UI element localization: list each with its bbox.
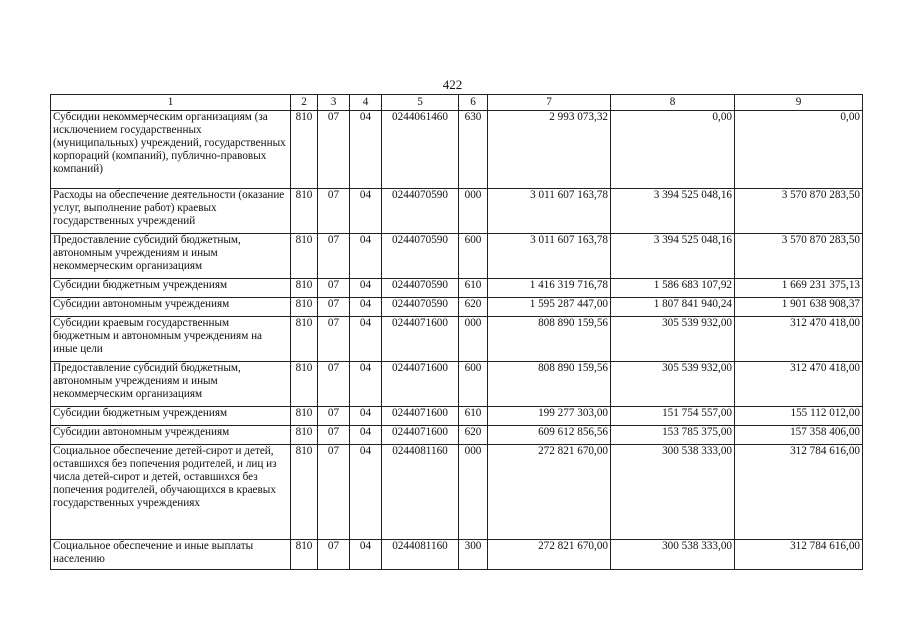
item-name: Социальное обеспечение детей-сирот и детей, оставшихся без попечения родителей, и лиц из числа детей-сирот и детей, оставшихся без попечения родителей, обучающихся в краевых государственных учреждениях: [51, 445, 291, 540]
amount-col-8: 300 538 333,00: [611, 445, 735, 540]
amount-col-8: 1 807 841 940,24: [611, 298, 735, 317]
ministry-code: 810: [291, 111, 318, 189]
amount-col-7: 3 011 607 163,78: [488, 189, 611, 234]
ministry-code: 810: [291, 445, 318, 540]
table-row: [51, 234, 863, 279]
column-header: 6: [459, 95, 488, 111]
expense-type-code: 620: [459, 298, 488, 317]
amount-col-7: 1 595 287 447,00: [488, 298, 611, 317]
column-header: 2: [291, 95, 318, 111]
column-header: 7: [488, 95, 611, 111]
item-name: Социальное обеспечение и иные выплаты населению: [51, 540, 291, 570]
amount-col-9: 312 784 616,00: [735, 540, 863, 570]
column-header: 4: [350, 95, 382, 111]
amount-col-8: 305 539 932,00: [611, 362, 735, 407]
subsection-code: 04: [350, 540, 382, 570]
expense-type-code: 000: [459, 317, 488, 362]
item-name: Субсидии бюджетным учреждениям: [51, 407, 291, 426]
target-article-code: 0244070590: [382, 189, 459, 234]
table-row: [51, 407, 863, 426]
section-code: 07: [318, 234, 350, 279]
column-header: 8: [611, 95, 735, 111]
item-name: Субсидии некоммерческим организациям (за исключением государственных (муниципальных) учреждений, государственных корпораций (компаний), публично-правовых компаний): [51, 111, 291, 189]
amount-col-9: 0,00: [735, 111, 863, 189]
amount-col-7: 2 993 073,32: [488, 111, 611, 189]
section-code: 07: [318, 298, 350, 317]
amount-col-7: 609 612 856,56: [488, 426, 611, 445]
ministry-code: 810: [291, 317, 318, 362]
target-article-code: 0244070590: [382, 234, 459, 279]
amount-col-8: 300 538 333,00: [611, 540, 735, 570]
item-name: Субсидии автономным учреждениям: [51, 298, 291, 317]
table-row: [51, 279, 863, 298]
expense-type-code: 630: [459, 111, 488, 189]
item-name: Расходы на обеспечение деятельности (оказание услуг, выполнение работ) краевых государственных учреждений: [51, 189, 291, 234]
amount-col-9: 312 470 418,00: [735, 362, 863, 407]
subsection-code: 04: [350, 189, 382, 234]
subsection-code: 04: [350, 298, 382, 317]
page-number: 422: [442, 77, 463, 92]
section-code: 07: [318, 189, 350, 234]
ministry-code: 810: [291, 189, 318, 234]
table-row: [51, 426, 863, 445]
amount-col-7: 808 890 159,56: [488, 317, 611, 362]
section-code: 07: [318, 279, 350, 298]
table-row: [51, 189, 863, 234]
target-article-code: 0244081160: [382, 445, 459, 540]
subsection-code: 04: [350, 445, 382, 540]
amount-col-7: 3 011 607 163,78: [488, 234, 611, 279]
amount-col-7: 808 890 159,56: [488, 362, 611, 407]
target-article-code: 0244071600: [382, 426, 459, 445]
table-row: [51, 111, 863, 189]
amount-col-9: 312 784 616,00: [735, 445, 863, 540]
target-article-code: 0244070590: [382, 279, 459, 298]
target-article-code: 0244070590: [382, 298, 459, 317]
amount-col-7: 272 821 670,00: [488, 540, 611, 570]
amount-col-7: 1 416 319 716,78: [488, 279, 611, 298]
amount-col-9: 155 112 012,00: [735, 407, 863, 426]
column-header: 5: [382, 95, 459, 111]
ministry-code: 810: [291, 407, 318, 426]
target-article-code: 0244071600: [382, 317, 459, 362]
subsection-code: 04: [350, 407, 382, 426]
target-article-code: 0244071600: [382, 362, 459, 407]
section-code: 07: [318, 426, 350, 445]
item-name: Субсидии бюджетным учреждениям: [51, 279, 291, 298]
amount-col-9: 1 901 638 908,37: [735, 298, 863, 317]
expense-type-code: 000: [459, 189, 488, 234]
budget-table: [50, 94, 863, 570]
amount-col-9: 3 570 870 283,50: [735, 189, 863, 234]
amount-col-7: 272 821 670,00: [488, 445, 611, 540]
amount-col-9: 1 669 231 375,13: [735, 279, 863, 298]
item-name: Субсидии краевым государственным бюджетным и автономным учреждениям на иные цели: [51, 317, 291, 362]
section-code: 07: [318, 111, 350, 189]
expense-type-code: 000: [459, 445, 488, 540]
item-name: Субсидии автономным учреждениям: [51, 426, 291, 445]
amount-col-9: 312 470 418,00: [735, 317, 863, 362]
target-article-code: 0244071600: [382, 407, 459, 426]
table-body: [51, 111, 863, 570]
amount-col-8: 153 785 375,00: [611, 426, 735, 445]
section-code: 07: [318, 540, 350, 570]
section-code: 07: [318, 317, 350, 362]
item-name: Предоставление субсидий бюджетным, автономным учреждениям и иным некоммерческим организациям: [51, 234, 291, 279]
expense-type-code: 620: [459, 426, 488, 445]
ministry-code: 810: [291, 540, 318, 570]
amount-col-7: 199 277 303,00: [488, 407, 611, 426]
column-header: 1: [51, 95, 291, 111]
ministry-code: 810: [291, 362, 318, 407]
expense-type-code: 300: [459, 540, 488, 570]
amount-col-8: 3 394 525 048,16: [611, 189, 735, 234]
subsection-code: 04: [350, 279, 382, 298]
subsection-code: 04: [350, 111, 382, 189]
amount-col-8: 1 586 683 107,92: [611, 279, 735, 298]
ministry-code: 810: [291, 234, 318, 279]
ministry-code: 810: [291, 426, 318, 445]
subsection-code: 04: [350, 234, 382, 279]
amount-col-8: 305 539 932,00: [611, 317, 735, 362]
section-code: 07: [318, 445, 350, 540]
table-row: [51, 317, 863, 362]
table-row: [51, 445, 863, 540]
column-header: 3: [318, 95, 350, 111]
section-code: 07: [318, 362, 350, 407]
subsection-code: 04: [350, 362, 382, 407]
header-row: [51, 95, 863, 111]
table-row: [51, 362, 863, 407]
expense-type-code: 600: [459, 234, 488, 279]
amount-col-8: 0,00: [611, 111, 735, 189]
amount-col-8: 151 754 557,00: [611, 407, 735, 426]
subsection-code: 04: [350, 317, 382, 362]
table-row: [51, 298, 863, 317]
target-article-code: 0244081160: [382, 540, 459, 570]
amount-col-8: 3 394 525 048,16: [611, 234, 735, 279]
column-header: 9: [735, 95, 863, 111]
ministry-code: 810: [291, 279, 318, 298]
section-code: 07: [318, 407, 350, 426]
amount-col-9: 157 358 406,00: [735, 426, 863, 445]
subsection-code: 04: [350, 426, 382, 445]
expense-type-code: 610: [459, 407, 488, 426]
target-article-code: 0244061460: [382, 111, 459, 189]
table-row: [51, 540, 863, 570]
ministry-code: 810: [291, 298, 318, 317]
amount-col-9: 3 570 870 283,50: [735, 234, 863, 279]
expense-type-code: 610: [459, 279, 488, 298]
expense-type-code: 600: [459, 362, 488, 407]
item-name: Предоставление субсидий бюджетным, автономным учреждениям и иным некоммерческим организациям: [51, 362, 291, 407]
